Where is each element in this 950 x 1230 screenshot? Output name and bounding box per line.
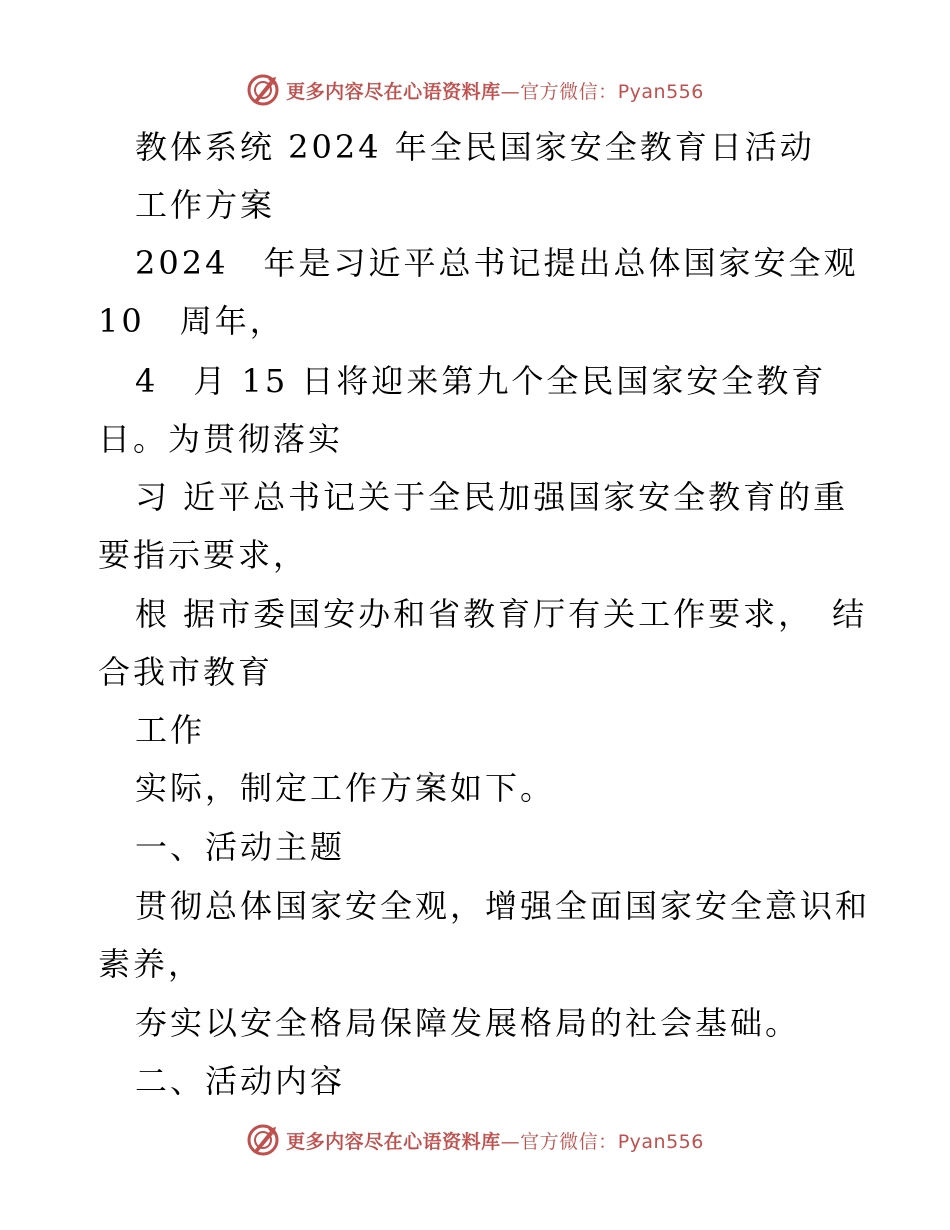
doc-paragraph-line: 根 据市委国安办和省教育厅有关工作要求， 结 — [135, 595, 868, 633]
header-banner-title: 更多内容尽在心语资料库 — [286, 80, 501, 103]
footer-banner-content — [246, 1123, 704, 1157]
doc-section-heading: 二、活动内容 — [135, 1062, 346, 1100]
footer-banner-title: 更多内容尽在心语资料库 — [286, 1130, 501, 1153]
doc-paragraph-line: 10 周年， — [98, 302, 285, 340]
quill-logo-icon — [246, 73, 280, 107]
doc-paragraph-line: 实际，制定工作方案如下。 — [135, 769, 556, 807]
footer-banner-separator: — — [500, 1130, 521, 1153]
header-banner — [0, 70, 950, 110]
quill-logo-icon — [246, 1123, 280, 1157]
doc-title-line-2: 工作方案 — [135, 186, 276, 224]
doc-paragraph-line: 合我市教育 — [98, 653, 274, 691]
header-banner-text — [286, 77, 704, 104]
footer-banner — [0, 1120, 950, 1160]
header-banner-wechat-id: Pyan556 — [617, 80, 704, 103]
doc-paragraph-line: 要指示要求， — [98, 536, 309, 574]
doc-paragraph-line: 日。为贯彻落实 — [98, 420, 344, 458]
footer-banner-wechat-id: Pyan556 — [617, 1130, 704, 1153]
doc-paragraph-line: 工作 — [135, 711, 206, 749]
doc-section-heading: 一、活动主题 — [135, 828, 346, 866]
doc-paragraph-line: 4 月 15 日将迎来第九个全民国家安全教育 — [135, 362, 827, 400]
footer-banner-wechat-label: 官方微信： — [520, 1130, 618, 1153]
doc-paragraph-line: 素养， — [98, 945, 204, 983]
header-banner-wechat-label: 官方微信： — [520, 80, 618, 103]
footer-banner-text — [286, 1127, 704, 1154]
header-banner-separator: — — [500, 80, 521, 103]
doc-paragraph-line: 习 近平总书记关于全民加强国家安全教育的重 — [135, 478, 849, 516]
doc-paragraph-line: 夯实以安全格局保障发展格局的社会基础。 — [135, 1004, 801, 1042]
doc-paragraph-line: 贯彻总体国家安全观，增强全面国家安全意识和 — [135, 887, 871, 925]
header-banner-content — [246, 73, 704, 107]
doc-paragraph-line: 2024 年是习近平总书记提出总体国家安全观 — [135, 244, 859, 282]
doc-title-line-1: 教体系统 2024 年全民国家安全教育日活动 — [135, 128, 815, 166]
